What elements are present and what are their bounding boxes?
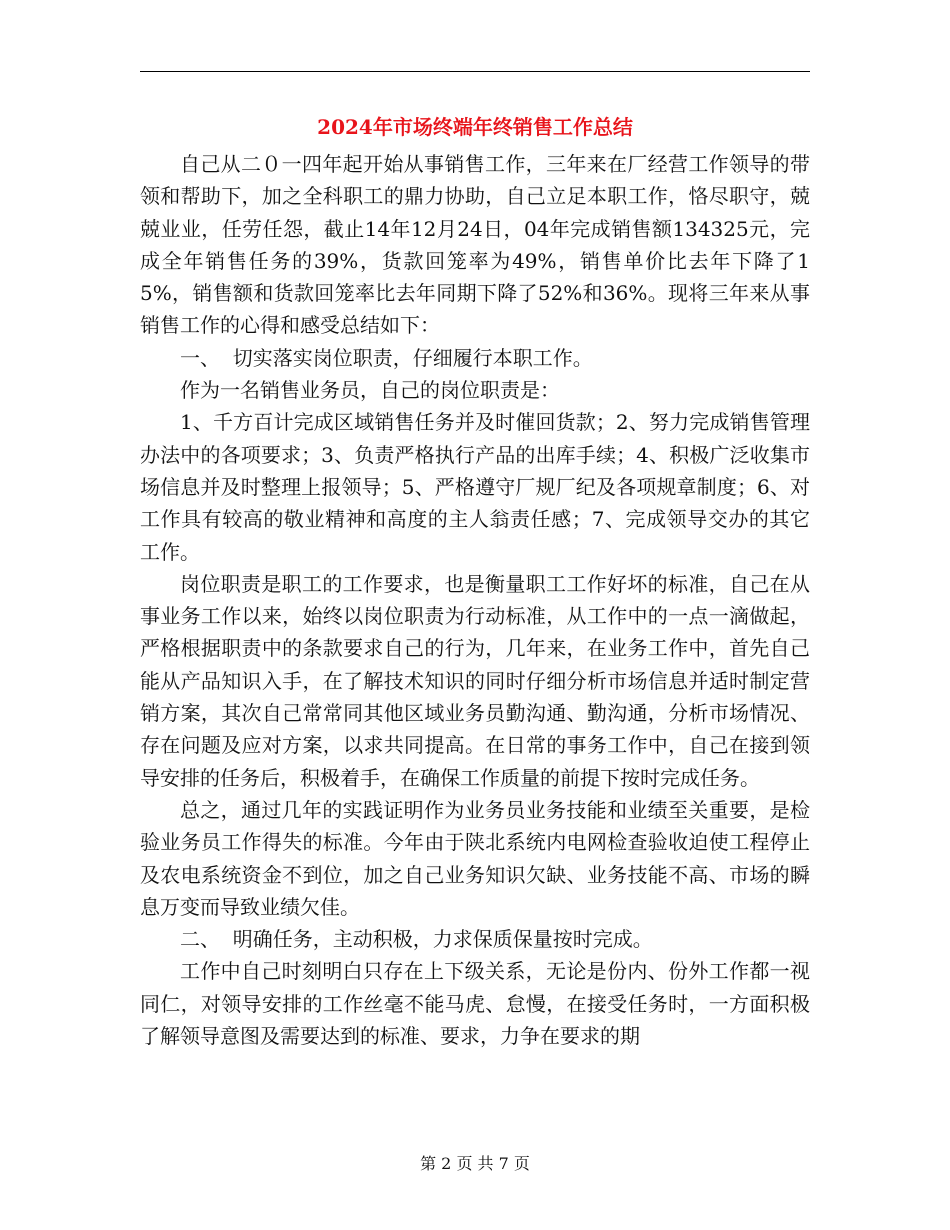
section-heading-1: 一、 切实落实岗位职责，仔细履行本职工作。 <box>180 345 593 370</box>
paragraph-duties-practice: 岗位职责是职工的工作要求，也是衡量职工工作好坏的标准，自己在从事业务工作以来，始终以岗位职责为行动标准，从工作中的一点一滴做起，严格根据职责中的条款要求自己的行为，几年来，在业务工作中，首先自己能从产品知识入手，在了解技术知识的同时仔细分析市场信息并适时制定营销方案，其次自己常常同其他区域业务员勤沟通、勤沟通，分析市场情况、存在问题及应对方案，以求共同提高。在日常的事务工作中，自己在接到领导安排的任务后，积极着手，在确保工作质量的前提下按时完成任务。 <box>140 571 810 790</box>
section-heading-2: 二、 明确任务，主动积极，力求保质保量按时完成。 <box>180 927 653 952</box>
paragraph-duties-lead: 作为一名销售业务员，自己的岗位职责是： <box>180 378 560 403</box>
paragraph-intro: 自己从二０一四年起开始从事销售工作，三年来在厂经营工作领导的带领和帮助下，加之全科职工的鼎力协助，自己立足本职工作，恪尽职守，兢兢业业，任劳任怨，截止14年12月24日，04年完成销售额134325元，完成全年销售任务的39%，货款回笼率为49%，销售单价比去年下降了15%，销售额和货款回笼率比去年同期下降了52%和36%。现将三年来从事销售工作的心得和感受总结如下： <box>140 152 810 338</box>
paragraph-summary: 总之，通过几年的实践证明作为业务员业务技能和业绩至关重要，是检验业务员工作得失的标准。今年由于陕北系统内电网检查验收迫使工程停止及农电系统资金不到位，加之自己业务知识欠缺、业务技能不高、市场的瞬息万变而导致业绩欠佳。 <box>140 797 810 919</box>
header-rule <box>140 71 810 72</box>
page-number-footer: 第 2 页 共 7 页 <box>420 1154 530 1173</box>
document-body <box>140 148 810 1052</box>
paragraph-tasks: 工作中自己时刻明白只存在上下级关系，无论是份内、份外工作都一视同仁，对领导安排的工作丝毫不能马虎、怠慢，在接受任务时，一方面积极了解领导意图及需要达到的标准、要求，力争在要求的期 <box>140 959 810 1049</box>
document-title: 2024年市场终端年终销售工作总结 <box>317 115 633 139</box>
paragraph-duties-list: 1、千方百计完成区域销售任务并及时催回货款；2、努力完成销售管理办法中的各项要求；3、负责严格执行产品的出库手续；4、积极广泛收集市场信息并及时整理上报领导；5、严格遵守厂规厂纪及各项规章制度；6、对工作具有较高的敬业精神和高度的主人翁责任感；7、完成领导交办的其它工作。 <box>140 410 810 564</box>
